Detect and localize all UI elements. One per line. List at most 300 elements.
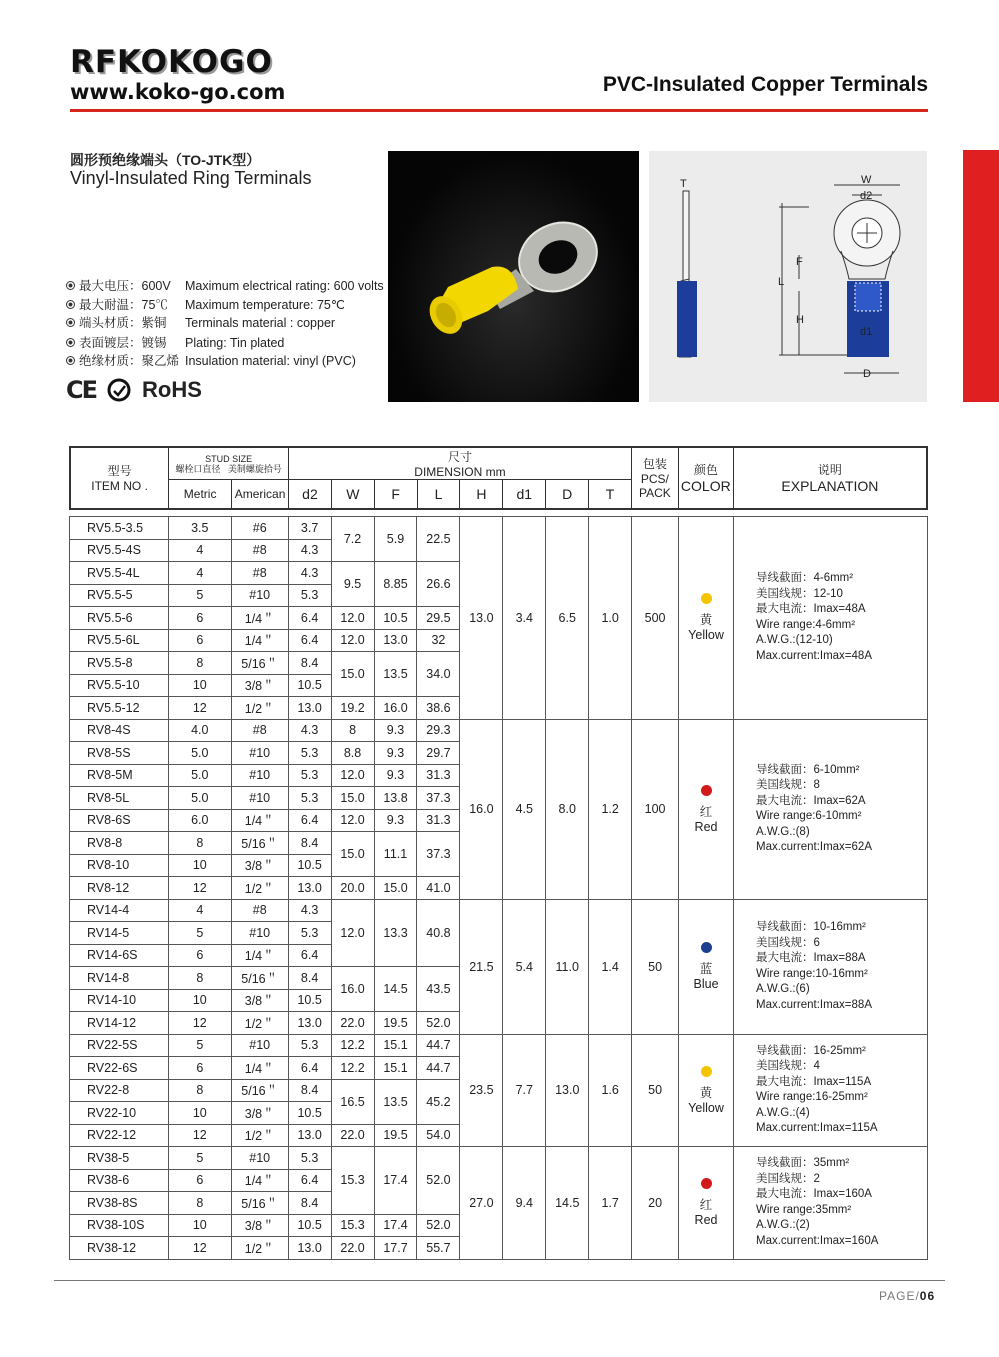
- explanation-line: 最大电流：Imax=48A: [755, 603, 866, 616]
- table-cell: 13.0: [288, 1012, 331, 1035]
- col-H: H: [460, 480, 503, 509]
- table-cell: 5: [168, 922, 231, 945]
- col-T: T: [589, 480, 632, 509]
- table-cell: 12: [168, 697, 231, 720]
- table-cell: RV5.5-6: [70, 607, 169, 630]
- table-cell: RV8-6S: [70, 809, 169, 832]
- explanation-line: Max.current:Imax=48A: [755, 649, 872, 662]
- table-cell: #8: [231, 719, 288, 742]
- table-cell: 13.0: [288, 877, 331, 900]
- col-stud-size: STUD SIZE 螺栓口直径 美制螺旋拾号: [169, 447, 289, 480]
- table-cell: 6: [168, 944, 231, 967]
- table-cell: 5.4: [503, 899, 546, 1034]
- certifications: [66, 376, 202, 404]
- color-dot-icon: [701, 1066, 712, 1077]
- bullet-icon: [66, 338, 75, 347]
- table-cell: 13.5: [374, 1079, 417, 1124]
- table-cell: 15.3: [331, 1147, 374, 1215]
- table-cell: 1.2: [589, 719, 632, 899]
- table-row: [70, 1147, 928, 1170]
- explanation-cell: [733, 1034, 927, 1147]
- explanation-line: 最大电流：Imax=115A: [755, 1075, 872, 1088]
- table-cell: #10: [231, 1034, 288, 1057]
- explanation-cell: [733, 719, 927, 899]
- dimension-drawing: [649, 151, 927, 402]
- col-metric: Metric: [169, 480, 232, 509]
- table-cell: 5.3: [288, 787, 331, 810]
- color-label-cn: 蓝: [699, 962, 713, 976]
- spec-label-cn: 表面镀层：镀锡: [79, 336, 167, 350]
- spec-item: [66, 314, 335, 332]
- col-item-no: 型号 ITEM NO .: [70, 447, 169, 509]
- explanation-line: 美国线规：12-10: [755, 587, 843, 600]
- explanation-line: 最大电流：Imax=160A: [755, 1188, 872, 1201]
- table-cell: 3/8＂: [231, 1214, 288, 1237]
- table-cell: 16.0: [374, 697, 417, 720]
- spec-label-en: Plating: Tin plated: [185, 336, 285, 350]
- product-photo: [388, 151, 639, 402]
- table-cell: 10: [168, 854, 231, 877]
- table-cell: 14.5: [546, 1147, 589, 1260]
- table-cell: 6.4: [288, 1169, 331, 1192]
- spec-label-cn: 端头材质：紫铜: [79, 316, 167, 330]
- table-cell: 8: [168, 652, 231, 675]
- table-cell: 3/8＂: [231, 854, 288, 877]
- explanation-line: 美国线规：4: [755, 1060, 820, 1073]
- table-cell: 1/4＂: [231, 809, 288, 832]
- table-cell: 13.8: [374, 787, 417, 810]
- explanation-line: Wire range:6-10mm²: [755, 810, 862, 822]
- table-cell: 12.0: [331, 629, 374, 652]
- label-L: L: [778, 276, 785, 288]
- table-cell: RV22-10: [70, 1102, 169, 1125]
- table-row: [70, 1034, 928, 1057]
- table-cell: 6.4: [288, 629, 331, 652]
- table-cell: 37.3: [417, 787, 460, 810]
- table-cell: 50: [632, 899, 679, 1034]
- explanation-line: Max.current:Imax=115A: [755, 1122, 878, 1135]
- color-cell: [679, 719, 734, 899]
- table-cell: 12: [168, 1237, 231, 1260]
- table-cell: 19.2: [331, 697, 374, 720]
- table-cell: 6.5: [546, 517, 589, 720]
- label-d1: d1: [860, 326, 873, 338]
- table-cell: 8: [168, 1079, 231, 1102]
- explanation-line: 美国线规：2: [755, 1172, 820, 1185]
- table-cell: 5.3: [288, 584, 331, 607]
- table-cell: 29.3: [417, 719, 460, 742]
- sgs-cert-icon: [106, 377, 132, 403]
- table-cell: 5.3: [288, 1147, 331, 1170]
- color-dot-icon: [701, 785, 712, 796]
- table-cell: 5: [168, 1034, 231, 1057]
- document-title: PVC-Insulated Copper Terminals: [602, 73, 928, 96]
- table-cell: 12.2: [331, 1034, 374, 1057]
- table-cell: 10: [168, 989, 231, 1012]
- spec-item: [66, 277, 384, 295]
- table-cell: RV5.5-4S: [70, 539, 169, 562]
- table-cell: 50: [632, 1034, 679, 1147]
- bullet-icon: [66, 281, 75, 290]
- table-cell: RV22-5S: [70, 1034, 169, 1057]
- table-cell: 38.6: [417, 697, 460, 720]
- table-cell: 34.0: [417, 652, 460, 697]
- table-cell: 1.4: [589, 899, 632, 1034]
- color-label-cn: 红: [699, 804, 713, 819]
- table-cell: 1/2＂: [231, 697, 288, 720]
- explanation-line: 导线截面：35mm²: [755, 1157, 850, 1170]
- table-cell: 10.5: [288, 989, 331, 1012]
- table-cell: 15.0: [331, 787, 374, 810]
- table-row: [70, 899, 928, 922]
- table-cell: 13.0: [288, 697, 331, 720]
- table-cell: RV8-5L: [70, 787, 169, 810]
- table-cell: 17.4: [374, 1214, 417, 1237]
- table-cell: 12.2: [331, 1057, 374, 1080]
- table-cell: 13.0: [288, 1237, 331, 1260]
- table-cell: 20: [632, 1147, 679, 1260]
- table-header: [69, 446, 928, 510]
- table-cell: 8.85: [374, 562, 417, 607]
- spec-label-cn: 最大电压：600V: [79, 279, 171, 293]
- table-cell: RV14-6S: [70, 944, 169, 967]
- table-cell: 31.3: [417, 764, 460, 787]
- table-cell: 4.0: [168, 719, 231, 742]
- explanation-line: Max.current:Imax=160A: [755, 1234, 879, 1247]
- table-cell: RV14-12: [70, 1012, 169, 1035]
- table-cell: 4: [168, 899, 231, 922]
- table-cell: 45.2: [417, 1079, 460, 1124]
- table-cell: 5.0: [168, 764, 231, 787]
- label-D: D: [863, 368, 871, 380]
- table-cell: 12.0: [331, 764, 374, 787]
- col-dimension: 尺寸 DIMENSION mm: [289, 447, 632, 480]
- table-cell: 5.9: [374, 517, 417, 562]
- table-cell: 1/2＂: [231, 1237, 288, 1260]
- table-cell: RV14-10: [70, 989, 169, 1012]
- table-cell: 1.7: [589, 1147, 632, 1260]
- spec-label-en: Maximum electrical rating: 600 volts: [185, 279, 384, 293]
- table-cell: RV14-5: [70, 922, 169, 945]
- table-cell: #10: [231, 1147, 288, 1170]
- table-cell: 22.0: [331, 1012, 374, 1035]
- table-cell: 12.0: [331, 607, 374, 630]
- table-cell: 3/8＂: [231, 989, 288, 1012]
- spec-label-en: Maximum temperature: 75℃: [185, 298, 345, 312]
- table-cell: 8.4: [288, 652, 331, 675]
- table-cell: 54.0: [417, 1124, 460, 1147]
- bullet-icon: [66, 356, 75, 365]
- table-cell: 5/16＂: [231, 652, 288, 675]
- page-number: PAGE/06: [879, 1289, 936, 1303]
- table-cell: RV38-8S: [70, 1192, 169, 1215]
- col-D: D: [546, 480, 589, 509]
- table-cell: 21.5: [460, 899, 503, 1034]
- table-cell: 5.3: [288, 922, 331, 945]
- col-W: W: [331, 480, 374, 509]
- table-cell: 5.3: [288, 764, 331, 787]
- spec-label-en: Insulation material: vinyl (PVC): [185, 354, 356, 368]
- spec-item: [66, 352, 356, 370]
- spec-label-cn: 最大耐温：75℃: [79, 298, 168, 312]
- table-cell: 31.3: [417, 809, 460, 832]
- explanation-line: A.W.G.:(2): [755, 1219, 810, 1232]
- explanation-line: Max.current:Imax=88A: [755, 998, 872, 1011]
- table-cell: RV5.5-3.5: [70, 517, 169, 540]
- table-cell: RV8-4S: [70, 719, 169, 742]
- table-cell: 4.5: [503, 719, 546, 899]
- table-cell: RV5.5-6L: [70, 629, 169, 652]
- table-cell: 6: [168, 629, 231, 652]
- table-cell: 8: [331, 719, 374, 742]
- explanation-cell: [733, 899, 927, 1034]
- col-color: 颜色 COLOR: [678, 447, 733, 509]
- table-cell: 8.0: [546, 719, 589, 899]
- table-cell: 13.3: [374, 899, 417, 967]
- table-cell: 100: [632, 719, 679, 899]
- table-cell: 9.5: [331, 562, 374, 607]
- table-cell: 13.0: [546, 1034, 589, 1147]
- explanation-line: A.W.G.:(8): [755, 825, 810, 838]
- table-cell: 4.3: [288, 539, 331, 562]
- table-cell: #8: [231, 899, 288, 922]
- explanation-line: 美国线规：6: [755, 936, 820, 949]
- table-cell: 29.7: [417, 742, 460, 765]
- explanation-line: 最大电流：Imax=62A: [755, 794, 866, 807]
- table-row: [70, 517, 928, 540]
- table-cell: 29.5: [417, 607, 460, 630]
- table-cell: 3.7: [288, 517, 331, 540]
- table-cell: RV8-5S: [70, 742, 169, 765]
- brand-logo: RFKOKOGO: [70, 44, 273, 80]
- explanation-line: Wire range:10-16mm²: [755, 967, 868, 980]
- table-cell: 10.5: [288, 674, 331, 697]
- table-cell: RV14-8: [70, 967, 169, 990]
- table-cell: 52.0: [417, 1147, 460, 1215]
- ce-mark: CE: [66, 376, 97, 404]
- explanation-line: Wire range:16-25mm²: [755, 1091, 868, 1104]
- table-cell: #10: [231, 764, 288, 787]
- label-F: F: [796, 256, 803, 268]
- table-cell: 10.5: [288, 854, 331, 877]
- col-L: L: [417, 480, 460, 509]
- table-cell: 8.4: [288, 1079, 331, 1102]
- table-cell: 26.6: [417, 562, 460, 607]
- table-cell: 10: [168, 1214, 231, 1237]
- table-cell: #10: [231, 584, 288, 607]
- explanation-line: 导线截面：16-25mm²: [755, 1044, 866, 1057]
- table-cell: #8: [231, 539, 288, 562]
- table-cell: 19.5: [374, 1124, 417, 1147]
- table-cell: #10: [231, 922, 288, 945]
- table-cell: 12: [168, 1124, 231, 1147]
- table-cell: 13.0: [288, 1124, 331, 1147]
- table-cell: #10: [231, 742, 288, 765]
- table-cell: 11.1: [374, 832, 417, 877]
- table-cell: 1.6: [589, 1034, 632, 1147]
- table-cell: 10: [168, 674, 231, 697]
- table-cell: 1/4＂: [231, 629, 288, 652]
- table-cell: RV8-10: [70, 854, 169, 877]
- website-url: www.koko-go.com: [70, 80, 286, 104]
- table-cell: 12.0: [331, 899, 374, 967]
- table-cell: 8.4: [288, 967, 331, 990]
- table-cell: 5: [168, 584, 231, 607]
- explanation-line: A.W.G.:(4): [755, 1106, 810, 1119]
- table-cell: 19.5: [374, 1012, 417, 1035]
- table-cell: 8.8: [331, 742, 374, 765]
- color-label-en: Yellow: [688, 1100, 724, 1115]
- table-cell: 16.0: [460, 719, 503, 899]
- table-cell: 41.0: [417, 877, 460, 900]
- table-cell: 500: [632, 517, 679, 720]
- col-american: American: [232, 480, 289, 509]
- table-cell: 10.5: [288, 1214, 331, 1237]
- color-label-en: Red: [694, 1213, 718, 1228]
- table-cell: RV5.5-8: [70, 652, 169, 675]
- explanation-line: Wire range:35mm²: [755, 1203, 852, 1216]
- table-cell: 6.4: [288, 944, 331, 967]
- spec-label-cn: 绝缘材质：聚乙烯: [79, 354, 180, 368]
- table-cell: 1/4＂: [231, 1169, 288, 1192]
- table-cell: 22.0: [331, 1237, 374, 1260]
- table-cell: RV5.5-4L: [70, 562, 169, 585]
- table-cell: 32: [417, 629, 460, 652]
- table-cell: 15.0: [331, 652, 374, 697]
- label-W: W: [861, 174, 872, 186]
- table-cell: 1/4＂: [231, 944, 288, 967]
- table-cell: 10.5: [288, 1102, 331, 1125]
- color-cell: [679, 899, 734, 1034]
- table-cell: 27.0: [460, 1147, 503, 1260]
- table-cell: 8: [168, 832, 231, 855]
- table-cell: 6.4: [288, 809, 331, 832]
- table-cell: RV14-4: [70, 899, 169, 922]
- table-cell: 17.4: [374, 1147, 417, 1215]
- table-cell: RV22-8: [70, 1079, 169, 1102]
- explanation-line: 美国线规：8: [755, 779, 820, 791]
- table-cell: RV38-6: [70, 1169, 169, 1192]
- table-cell: 12.0: [331, 809, 374, 832]
- footer-divider: [54, 1280, 945, 1281]
- table-cell: 5: [168, 1147, 231, 1170]
- table-cell: 7.7: [503, 1034, 546, 1147]
- col-explanation: 说明 EXPLANATION: [733, 447, 927, 509]
- table-cell: 6.0: [168, 809, 231, 832]
- table-cell: 6.4: [288, 1057, 331, 1080]
- table-cell: 23.5: [460, 1034, 503, 1147]
- explanation-line: Max.current:Imax=62A: [755, 841, 872, 853]
- table-cell: 12: [168, 1012, 231, 1035]
- color-dot-icon: [701, 942, 712, 953]
- table-cell: 12: [168, 877, 231, 900]
- table-cell: 4.3: [288, 899, 331, 922]
- table-cell: 43.5: [417, 967, 460, 1012]
- table-cell: 22.0: [331, 1124, 374, 1147]
- table-cell: 3/8＂: [231, 1102, 288, 1125]
- table-cell: 15.3: [331, 1214, 374, 1237]
- table-cell: 15.0: [374, 877, 417, 900]
- table-cell: 9.3: [374, 742, 417, 765]
- table-cell: 6: [168, 607, 231, 630]
- table-cell: RV8-8: [70, 832, 169, 855]
- section-title-en: Vinyl-Insulated Ring Terminals: [70, 168, 312, 188]
- table-cell: 5.3: [288, 1034, 331, 1057]
- table-cell: 16.0: [331, 967, 374, 1012]
- explanation-line: 导线截面：4-6mm²: [755, 572, 854, 585]
- table-cell: 7.2: [331, 517, 374, 562]
- color-cell: [679, 1034, 734, 1147]
- table-cell: 15.1: [374, 1057, 417, 1080]
- table-cell: 13.0: [460, 517, 503, 720]
- table-cell: 1/2＂: [231, 1012, 288, 1035]
- table-cell: 3.5: [168, 517, 231, 540]
- table-cell: 5/16＂: [231, 1192, 288, 1215]
- table-cell: 6.4: [288, 607, 331, 630]
- explanation-line: A.W.G.:(6): [755, 983, 810, 995]
- table-cell: 16.5: [331, 1079, 374, 1124]
- table-cell: 55.7: [417, 1237, 460, 1260]
- table-cell: 10.5: [374, 607, 417, 630]
- section-title-cn: 圆形预绝缘端头（TO-JTK型）: [70, 152, 261, 168]
- table-cell: 8.4: [288, 832, 331, 855]
- table-cell: 5/16＂: [231, 967, 288, 990]
- table-cell: 52.0: [417, 1214, 460, 1237]
- table-cell: RV5.5-12: [70, 697, 169, 720]
- table-cell: 6: [168, 1057, 231, 1080]
- table-cell: 1.0: [589, 517, 632, 720]
- side-tab: [963, 150, 999, 402]
- table-cell: 1/4＂: [231, 1057, 288, 1080]
- table-cell: RV22-6S: [70, 1057, 169, 1080]
- color-dot-icon: [701, 1178, 712, 1189]
- table-cell: 3.4: [503, 517, 546, 720]
- terminal-spec-table: [69, 516, 928, 1260]
- table-row: [70, 719, 928, 742]
- table-cell: 17.7: [374, 1237, 417, 1260]
- color-cell: [679, 517, 734, 720]
- table-cell: 13.0: [374, 629, 417, 652]
- table-cell: 8: [168, 1192, 231, 1215]
- explanation-line: A.W.G.:(12-10): [755, 634, 833, 647]
- table-cell: 8: [168, 967, 231, 990]
- label-d2: d2: [860, 190, 873, 202]
- explanation-line: Wire range:4-6mm²: [755, 618, 856, 631]
- table-cell: 5.3: [288, 742, 331, 765]
- table-cell: 8.4: [288, 1192, 331, 1215]
- table-cell: 44.7: [417, 1034, 460, 1057]
- explanation-line: 最大电流：Imax=88A: [755, 952, 866, 964]
- table-cell: 4.3: [288, 719, 331, 742]
- col-F: F: [374, 480, 417, 509]
- col-d1: d1: [503, 480, 546, 509]
- table-cell: 5/16＂: [231, 832, 288, 855]
- table-cell: 5.0: [168, 787, 231, 810]
- table-cell: 4: [168, 562, 231, 585]
- table-cell: 44.7: [417, 1057, 460, 1080]
- table-cell: 40.8: [417, 899, 460, 967]
- table-cell: 4.3: [288, 562, 331, 585]
- table-cell: 52.0: [417, 1012, 460, 1035]
- table-cell: 15.1: [374, 1034, 417, 1057]
- color-label-cn: 红: [699, 1198, 713, 1213]
- table-cell: RV22-12: [70, 1124, 169, 1147]
- table-cell: #8: [231, 562, 288, 585]
- table-cell: 20.0: [331, 877, 374, 900]
- table-cell: 6: [168, 1169, 231, 1192]
- header-divider: [70, 109, 928, 112]
- explanation-cell: [733, 1147, 927, 1260]
